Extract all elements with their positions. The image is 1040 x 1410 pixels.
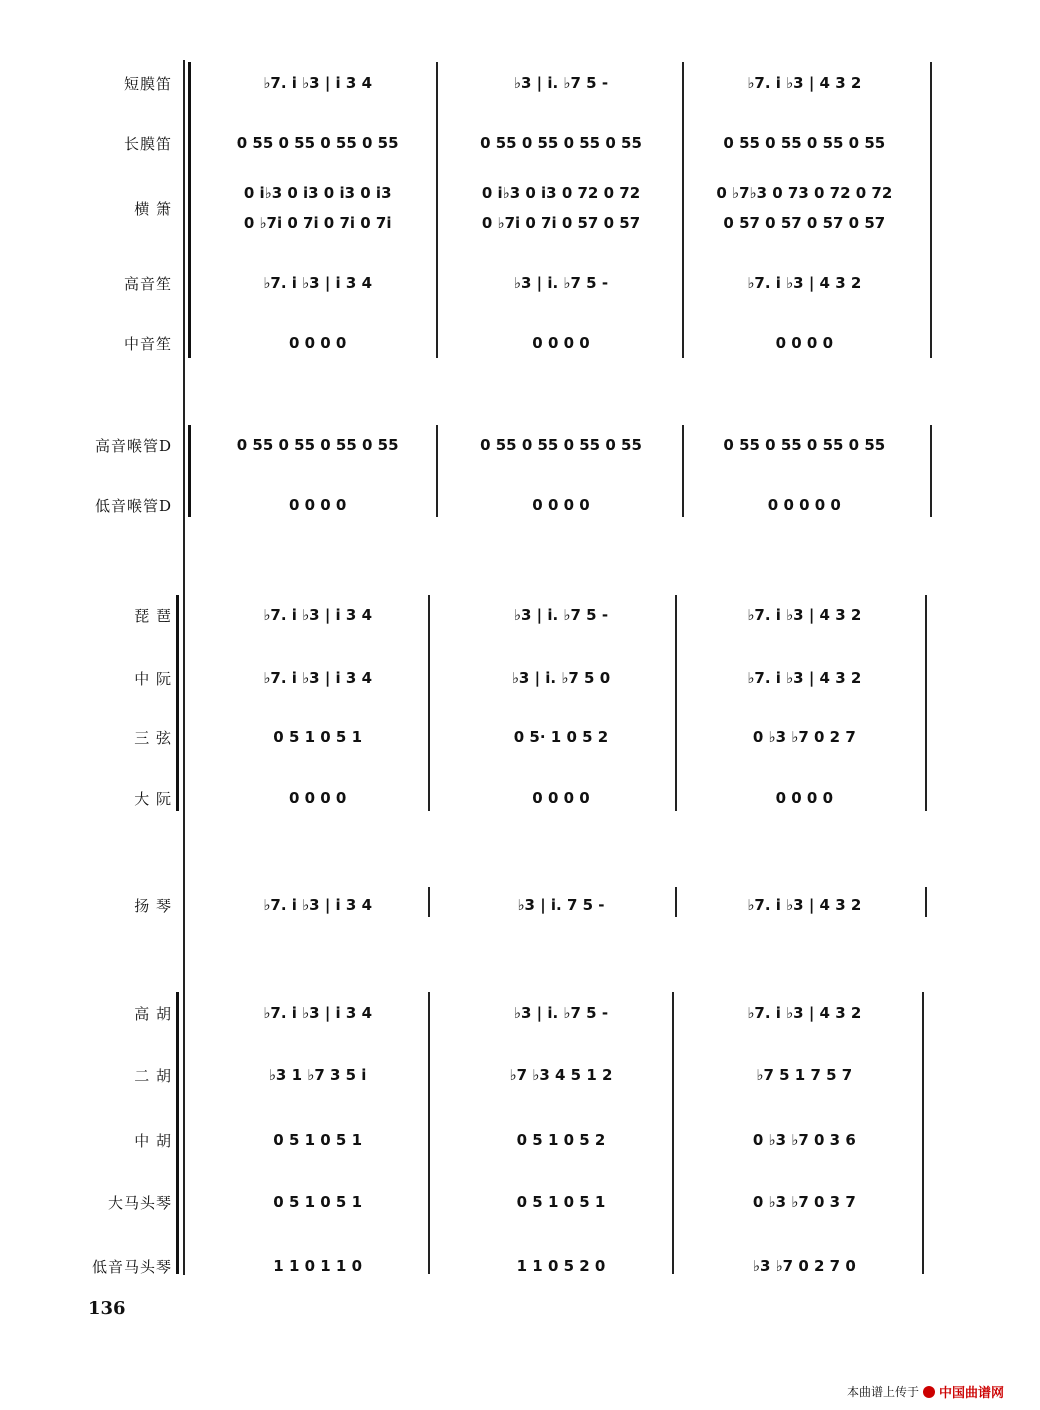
measure: 1 1 0 5 2 0 [516,1257,606,1275]
measure: 0 0 0 0 [532,789,590,807]
measure: 0 ♭3 ♭7 0 3 6 [752,1131,856,1149]
group-bracket [188,62,195,358]
measure: 0 5 1 0 5 1 [273,1193,363,1211]
barline [428,992,430,1274]
barline [922,992,924,1274]
instrument-label: 高音笙 [123,275,172,293]
group-bracket [188,425,195,517]
barline [672,992,674,1274]
staff-row-lower [196,208,926,238]
measure: ♭7. i ♭3 | 4 3 2 [747,669,862,687]
barline [428,595,430,811]
measure: ♭7. i ♭3 | i 3 4 [263,669,373,687]
measure: 0 55 0 55 0 55 0 55 [480,134,642,152]
measure: 0 ♭3 ♭7 0 2 7 [752,728,856,746]
measure: 0 i♭3 0 i3 0 i3 0 i3 [243,184,392,202]
barline [436,62,438,358]
instrument-label: 中音笙 [123,335,172,353]
measure: ♭3 1 ♭7 3 5 i [268,1066,367,1084]
measure: 0 ♭3 ♭7 0 3 7 [752,1193,856,1211]
measure: ♭7. i ♭3 | 4 3 2 [747,896,862,914]
measure: 0 5 1 0 5 2 [516,1131,606,1149]
staff-row [196,1251,926,1281]
measure: 0 55 0 55 0 55 0 55 [723,436,886,454]
barline [930,62,932,358]
barline [925,595,927,811]
measure: 0 5 1 0 5 1 [273,1131,363,1149]
measure: 0 57 0 57 0 57 0 57 [723,214,886,232]
measure: ♭7. i ♭3 | 4 3 2 [747,274,862,292]
instrument-label: 琵 琶 [134,607,172,625]
measure: ♭7. i ♭3 | i 3 4 [263,274,373,292]
measure: ♭3 | i. ♭7 5 - [513,606,609,624]
barline [925,887,927,917]
page-number: 136 [88,1298,126,1319]
measure: ♭3 | i. ♭7 5 - [513,274,609,292]
barline [436,425,438,517]
instrument-label: 中 阮 [134,670,172,688]
system-line [183,60,185,1275]
measure: 0 55 0 55 0 55 0 55 [236,134,399,152]
instrument-label: 三 弦 [134,729,172,747]
measure: ♭7 5 1 7 5 7 [756,1066,853,1084]
measure: ♭3 | i. ♭7 5 0 [511,669,611,687]
measure: 0 55 0 55 0 55 0 55 [236,436,399,454]
staff-row [196,268,926,298]
measure: 0 0 0 0 [288,789,347,807]
measure: 0 0 0 0 [775,334,834,352]
staff-row [196,1060,926,1090]
staff-row [196,68,926,98]
measure: 0 5· 1 0 5 2 [513,728,609,746]
staff-row [196,1187,926,1217]
barline [930,425,932,517]
measure: ♭7. i ♭3 | 4 3 2 [747,1004,862,1022]
instrument-label: 扬 琴 [134,897,172,915]
measure: ♭3 ♭7 0 2 7 0 [752,1257,856,1275]
measure: ♭7. i ♭3 | i 3 4 [263,896,373,914]
instrument-label: 高音喉管D [94,437,172,455]
group-bracket [176,992,183,1274]
instrument-label: 高 胡 [134,1005,172,1023]
measure: 0 ♭7♭3 0 73 0 72 0 72 [716,184,893,202]
instrument-label: 二 胡 [134,1067,172,1085]
measure: 0 5 1 0 5 1 [516,1193,606,1211]
measure: ♭7. i ♭3 | i 3 4 [263,74,373,92]
measure: 0 ♭7i 0 7i 0 57 0 57 [481,214,641,232]
staff-row [196,128,926,158]
barline [682,425,684,517]
instrument-label: 长膜笛 [123,135,172,153]
barline [675,887,677,917]
instrument-label: 低音喉管D [94,497,172,515]
site-name: 中国曲谱网 [938,1386,1004,1401]
measure: ♭7. i ♭3 | 4 3 2 [747,606,862,624]
measure: 0 0 0 0 [288,334,347,352]
staff-row [196,600,926,630]
barline [428,887,430,917]
measure: 0 0 0 0 [532,496,590,514]
barline [682,62,684,358]
measure: 0 0 0 0 [775,789,834,807]
footer-text: 本曲谱上传于 [846,1385,919,1399]
group-bracket [176,595,183,811]
measure: 0 i♭3 0 i3 0 72 0 72 [481,184,641,202]
instrument-label: 短膜笛 [123,75,172,93]
staff-row [196,430,926,460]
instrument-label: 低音马头琴 [91,1258,172,1276]
staff-row [196,490,926,520]
measure: ♭7. i ♭3 | i 3 4 [263,606,373,624]
measure: ♭7. i ♭3 | 4 3 2 [747,74,862,92]
measure: ♭7 ♭3 4 5 1 2 [509,1066,613,1084]
measure: 0 55 0 55 0 55 0 55 [480,436,642,454]
instrument-label: 大马头琴 [107,1194,172,1212]
staff-row [196,663,926,693]
footer [847,1382,1004,1401]
site-logo-icon [923,1386,935,1398]
staff-row [196,1125,926,1155]
instrument-label: 大 阮 [134,790,172,808]
measure: ♭7. i ♭3 | i 3 4 [263,1004,373,1022]
staff-row [196,328,926,358]
measure: 0 5 1 0 5 1 [273,728,363,746]
measure: 0 0 0 0 0 [767,496,841,514]
staff-row-upper [196,178,926,208]
staff-row [196,890,926,920]
measure: ♭3 | i. 7 5 - [517,896,605,914]
measure: 0 0 0 0 [532,334,590,352]
instrument-label: 中 胡 [134,1132,172,1150]
staff-row [196,998,926,1028]
staff-row [196,722,926,752]
measure: ♭3 | i. ♭7 5 - [513,74,609,92]
measure: 0 ♭7i 0 7i 0 7i 0 7i [243,214,392,232]
staff-row [196,783,926,813]
instrument-label: 横 箫 [134,200,172,218]
measure: 0 0 0 0 [288,496,347,514]
measure: 1 1 0 1 1 0 [273,1257,363,1275]
barline [675,595,677,811]
measure: 0 55 0 55 0 55 0 55 [723,134,886,152]
measure: ♭3 | i. ♭7 5 - [513,1004,609,1022]
